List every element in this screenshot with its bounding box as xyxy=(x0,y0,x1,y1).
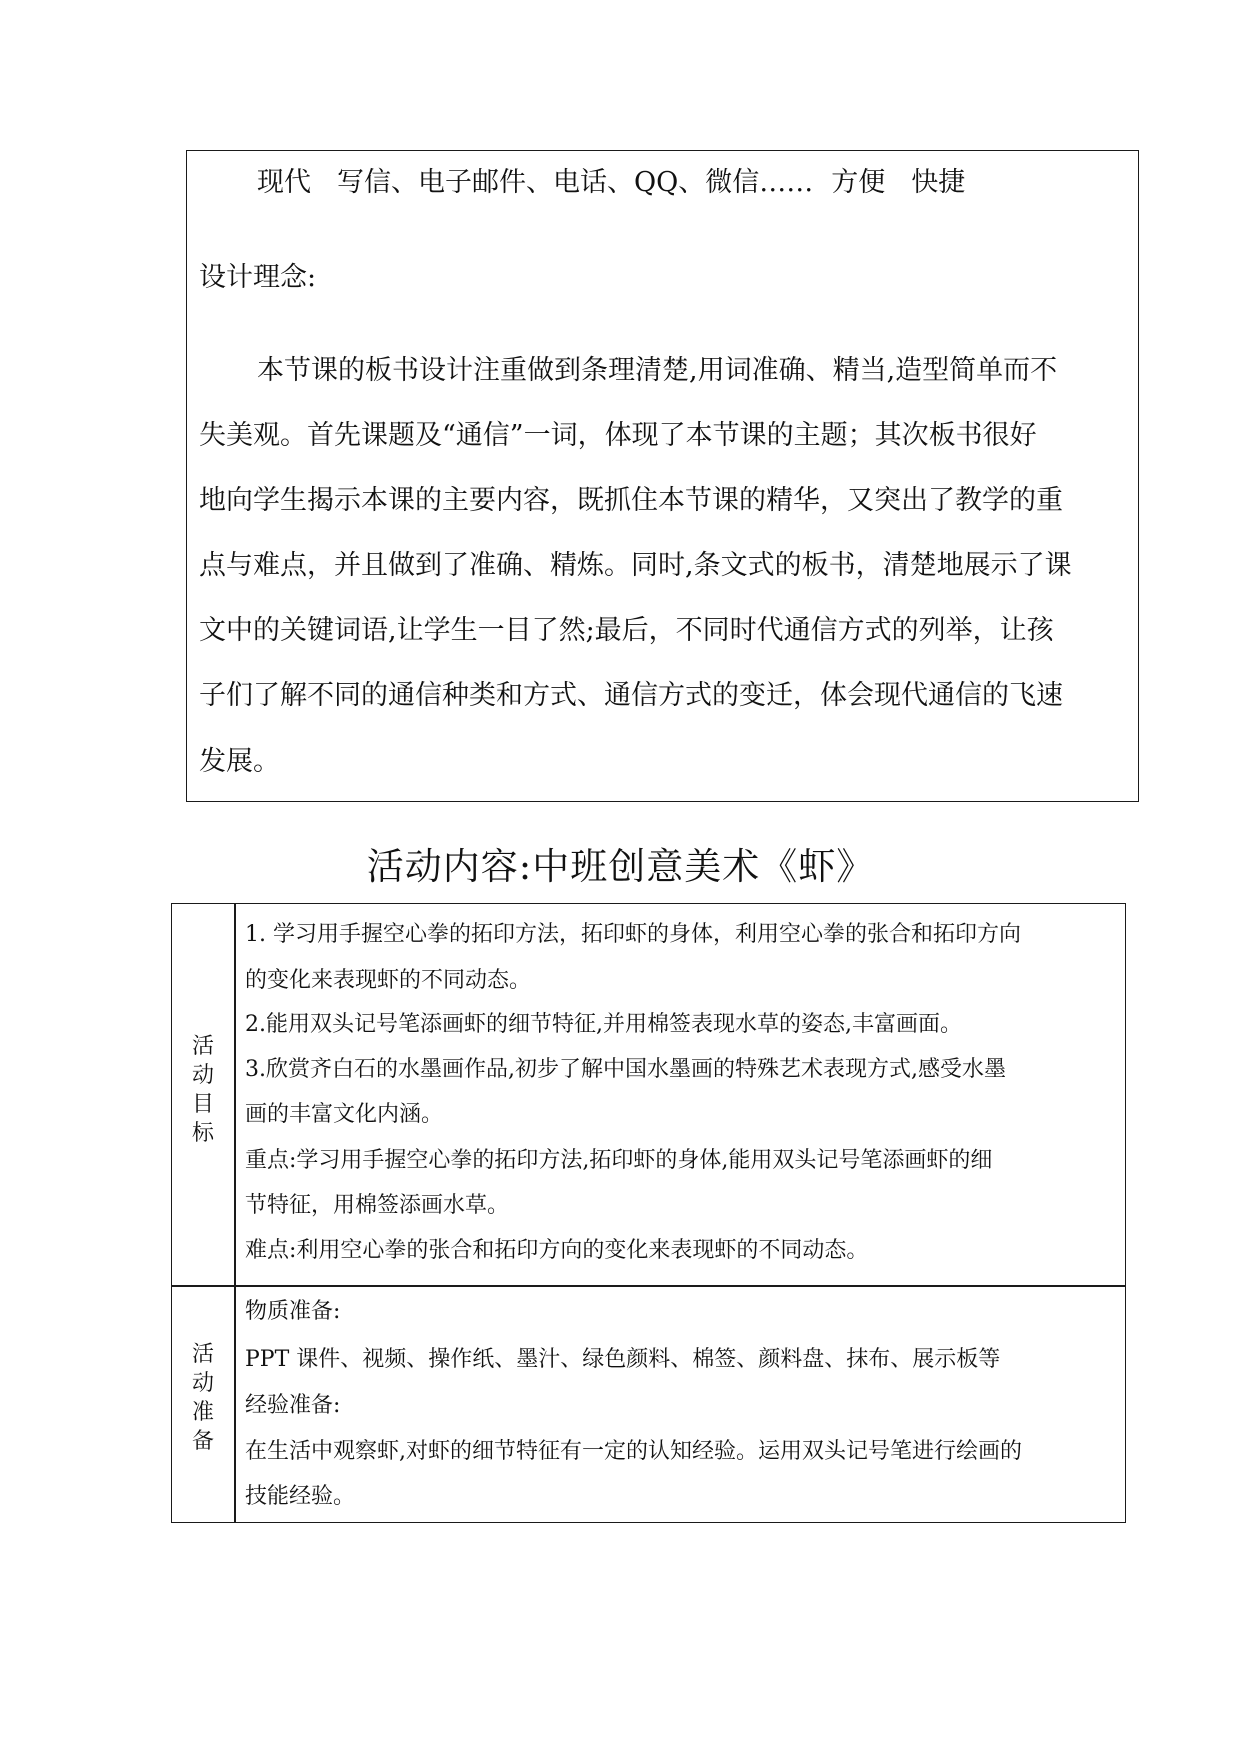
prep-line-4: 在生活中观察虾,对虾的细节特征有一定的认知经验。运用双头记号笔进行绘画的 xyxy=(245,1439,1022,1464)
concept-line-4: 点与难点，并且做到了准确、精炼。同时,条文式的板书，清楚地展示了课 xyxy=(199,550,1072,581)
concept-line-3: 地向学生揭示本课的主要内容，既抓住本节课的精华，又突出了教学的重 xyxy=(199,485,1063,516)
prep-line-2: PPT 课件、视频、操作纸、墨汁、绿色颜料、棉签、颜料盘、抹布、展示板等 xyxy=(245,1347,1001,1372)
concept-line-6: 子们了解不同的通信种类和方式、通信方式的变迁，体会现代通信的飞速 xyxy=(199,680,1063,711)
concept-line-2: 失美观。首先课题及“通信”一词，体现了本节课的主题；其次板书很好 xyxy=(199,420,1037,451)
goal-line-6: 重点:学习用手握空心拳的拓印方法,拓印虾的身体,能用双头记号笔添画虾的细 xyxy=(245,1148,993,1173)
goal-line-4: 3.欣赏齐白石的水墨画作品,初步了解中国水墨画的特殊艺术表现方式,感受水墨 xyxy=(245,1057,1006,1082)
activity-table xyxy=(171,903,1126,1523)
table-row-divider xyxy=(172,1285,1125,1287)
prep-line-3: 经验准备: xyxy=(245,1393,341,1418)
goals-label: 活 动 目 标 xyxy=(191,1034,214,1146)
board-design-box xyxy=(186,150,1139,802)
concept-line-1: 本节课的板书设计注重做到条理清楚,用词准确、精当,造型简单而不 xyxy=(257,355,1058,386)
goal-line-5: 画的丰富文化内涵。 xyxy=(245,1102,444,1127)
modern-label: 现代 xyxy=(257,167,311,198)
modern-line xyxy=(257,168,965,198)
modern-trait-1: 方便 xyxy=(831,167,886,198)
goal-line-3: 2.能用双头记号笔添画虾的细节特征,并用棉签表现水草的姿态,丰富画面。 xyxy=(245,1012,962,1037)
goal-line-7: 节特征，用棉签添画水草。 xyxy=(245,1193,510,1218)
concept-heading: 设计理念: xyxy=(199,262,317,293)
prep-line-1: 物质准备: xyxy=(245,1299,341,1324)
concept-line-5: 文中的关键词语,让学生一目了然;最后，不同时代通信方式的列举，让孩 xyxy=(199,615,1054,646)
goal-line-8: 难点:利用空心拳的张合和拓印方向的变化来表现虾的不同动态。 xyxy=(245,1238,869,1263)
table-column-divider xyxy=(234,904,236,1522)
goal-line-2: 的变化来表现虾的不同动态。 xyxy=(245,968,532,993)
modern-items: 写信、电子邮件、电话、QQ、微信…… xyxy=(337,167,814,198)
prep-line-5: 技能经验。 xyxy=(245,1484,356,1509)
prep-label: 活 动 准 备 xyxy=(191,1342,214,1454)
modern-trait-2: 快捷 xyxy=(911,167,966,198)
concept-line-7: 发展。 xyxy=(199,746,280,777)
goal-line-1: 1. 学习用手握空心拳的拓印方法，拓印虾的身体，利用空心拳的张合和拓印方向 xyxy=(245,922,1021,947)
activity-title: 活动内容:中班创意美术《虾》 xyxy=(366,845,875,888)
